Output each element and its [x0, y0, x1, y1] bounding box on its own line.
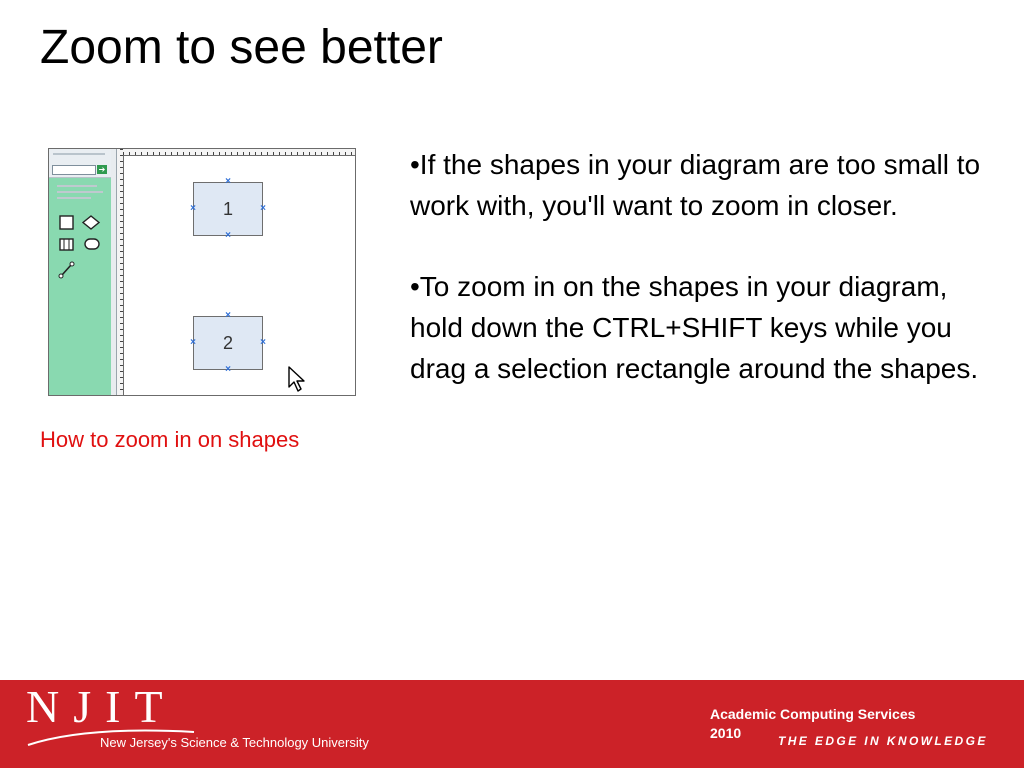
figure-caption: How to zoom in on shapes: [40, 427, 300, 452]
stencil-search-combo: [52, 165, 96, 175]
department-year: 2010: [710, 725, 742, 741]
shape-2-label: 2: [222, 333, 233, 353]
visio-screenshot: [48, 148, 356, 396]
stencil-line: [57, 185, 97, 187]
department-name: Academic Computing Services: [710, 706, 916, 722]
shapes-stencil-panel: [49, 149, 112, 395]
bullet-item: •To zoom in on the shapes in your diagram, hold down the CTRL+SHIFT keys while you drag a selection rectangle around the shapes.: [410, 271, 979, 384]
shape-1: [193, 182, 263, 236]
footer-banner: [0, 680, 1024, 768]
shape-2: [193, 316, 263, 370]
go-arrow-icon: ➔: [98, 165, 106, 174]
stencil-shapes-icon: [57, 213, 107, 283]
stencil-header: [49, 149, 111, 178]
connection-point-icon: ×: [225, 230, 231, 241]
bullet-item: •If the shapes in your diagram are too small to work with, you'll want to zoom in closer.: [410, 149, 981, 221]
connection-point-icon: ×: [260, 337, 266, 348]
stencil-title-bar: [53, 153, 105, 155]
connection-point-icon: ×: [225, 176, 231, 187]
stencil-line: [57, 197, 91, 199]
connection-point-icon: ×: [190, 203, 196, 214]
horizontal-ruler: [123, 149, 355, 156]
vertical-ruler: [117, 149, 124, 395]
mouse-cursor-icon: [287, 365, 307, 395]
bullet-list: [410, 144, 990, 429]
shape-1-label: 1: [222, 199, 233, 219]
connection-point-icon: ×: [225, 310, 231, 321]
slide-title: Zoom to see better: [40, 21, 443, 74]
connection-point-icon: ×: [260, 203, 266, 214]
connection-point-icon: ×: [225, 364, 231, 375]
connection-point-icon: ×: [190, 337, 196, 348]
university-tagline: New Jersey's Science & Technology University: [100, 735, 369, 750]
stencil-line: [57, 191, 103, 193]
slogan: THE EDGE IN KNOWLEDGE: [778, 734, 988, 748]
njit-logo: NJIT: [26, 681, 177, 732]
